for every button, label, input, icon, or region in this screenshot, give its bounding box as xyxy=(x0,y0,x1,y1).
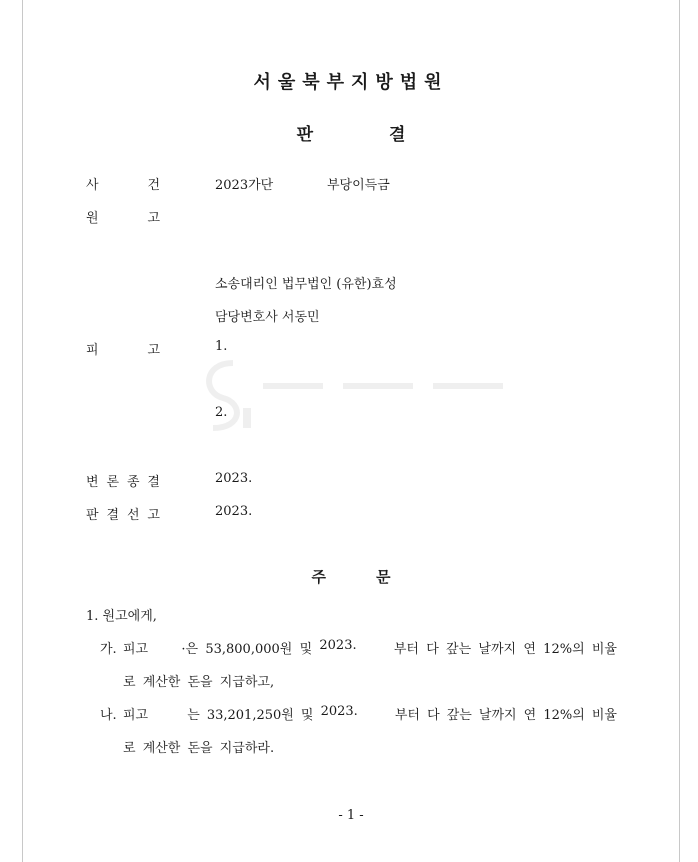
judgment-date: 2023. xyxy=(215,504,253,519)
defendant-item-1: 1. xyxy=(215,339,228,354)
page-number: - 1 - xyxy=(338,808,364,823)
order-heading: 주 문 xyxy=(311,568,391,586)
closing-argument-date: 2023. xyxy=(215,471,253,486)
case-name: 부당이득금 xyxy=(327,178,390,193)
watermark-logo xyxy=(193,353,513,433)
order-na-marker: 나. xyxy=(100,708,117,723)
court-name: 서울북부지방법원 xyxy=(253,72,449,93)
order-na-line1: 피고 는 33,201,250원 및 2023. 부터 다 갚는 날까지 연 12%의 비율 xyxy=(123,704,617,723)
case-number: 2023가단 xyxy=(215,178,274,193)
document-type-title: 판 결 xyxy=(296,125,406,145)
order-ga-line2: 로 계산한 돈을 지급하고, xyxy=(123,675,275,690)
order-item-1: 1. 원고에게, xyxy=(86,609,157,624)
defendant-item-2: 2. xyxy=(215,405,228,420)
order-ga-marker: 가. xyxy=(100,642,117,657)
document-page: 서울북부지방법원 판 결 사 건 2023가단 부당이득금 원 고 소송대리인 법무법인 (유한)효성 담당변호사 서동민 피 고 1. 2. 변 론 종 결 2023. 판 결 선 고 2023. 주 문 1. 원고에게, 가. 피고 ·은 53,800,000원 및 2023. 부터 다 갚는 날까지 연 12%의 비율 로 계산한 돈을 지급하고, 나. 피고 는 33,201,250원 및 2023. 부터 다 갚는 날까지 연 12%의 비율 로 계산한 돈을 지급하라. - 1 - xyxy=(22,0,680,862)
plaintiff-counsel-attorney: 담당변호사 서동민 xyxy=(215,310,320,325)
order-ga-line1: 피고 ·은 53,800,000원 및 2023. 부터 다 갚는 날까지 연 12%의 비율 xyxy=(123,638,617,657)
order-na-line2: 로 계산한 돈을 지급하라. xyxy=(123,741,275,756)
plaintiff-counsel-firm: 소송대리인 법무법인 (유한)효성 xyxy=(215,277,397,292)
